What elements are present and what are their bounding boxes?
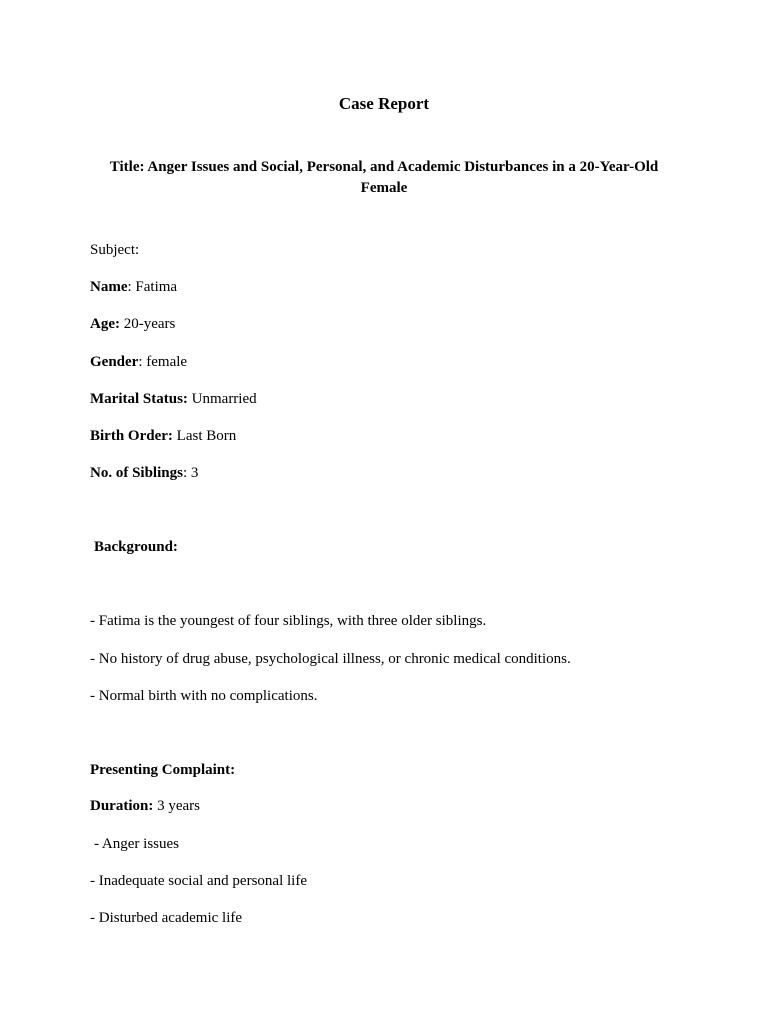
background-heading (94, 537, 178, 557)
field-age-value: 20-years (123, 316, 176, 332)
subject-label: Subject: (90, 242, 140, 258)
duration-value: 3 years (153, 798, 200, 814)
field-gender-label: Gender (90, 354, 139, 370)
field-name-label: Name (90, 279, 128, 295)
field-siblings (90, 463, 198, 483)
document-heading: Case Report (338, 94, 430, 113)
duration-label: Duration: (90, 798, 154, 814)
field-name-separator: : (127, 279, 136, 295)
complaint-item: - Inadequate social and personal life (90, 873, 307, 889)
field-birth-order-label: Birth Order: (90, 428, 173, 444)
field-siblings-label: No. of Siblings (90, 465, 183, 481)
presenting-complaint-heading-text: Presenting Complaint: (90, 762, 236, 778)
field-siblings-separator: : (182, 465, 191, 481)
complaint-item: - Disturbed academic life (90, 910, 243, 926)
field-marital-status (90, 389, 257, 409)
field-marital-status-value: Unmarried (191, 391, 257, 407)
duration (90, 796, 200, 816)
case-title: Title: Anger Issues and Social, Personal, and Academic Disturbances in a 20-Year-Old Female (109, 159, 659, 196)
field-siblings-value: 3 (190, 465, 199, 481)
background-item: - Normal birth with no complications. (90, 688, 318, 704)
background-item: - Fatima is the youngest of four siblings, with three older siblings. (90, 613, 487, 629)
presenting-complaint-heading (90, 760, 235, 780)
field-name-value: Fatima (135, 279, 178, 295)
field-gender (90, 352, 187, 372)
field-birth-order-value: Last Born (176, 428, 237, 444)
background-item: - No history of drug abuse, psychological illness, or chronic medical conditions. (90, 651, 571, 667)
field-name (90, 277, 177, 297)
background-heading-text: Background: (94, 539, 178, 555)
field-gender-value: female (146, 354, 188, 370)
complaint-item: - Anger issues (94, 836, 179, 852)
field-gender-separator: : (138, 354, 147, 370)
field-age-label: Age: (90, 316, 120, 332)
field-age (90, 314, 175, 334)
field-marital-status-label: Marital Status: (90, 391, 188, 407)
field-birth-order (90, 426, 236, 446)
